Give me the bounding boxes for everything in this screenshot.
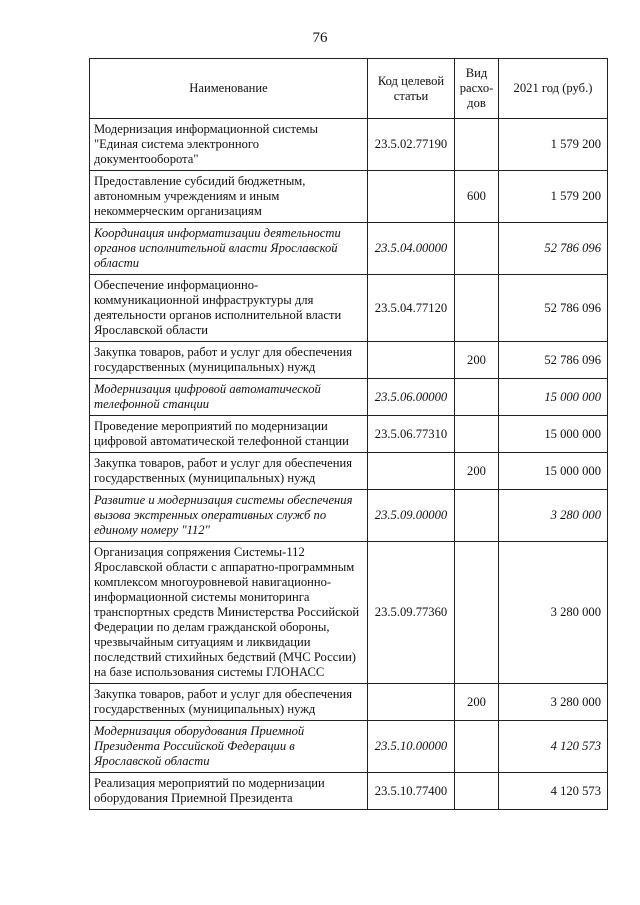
cell-amount: 52 786 096 bbox=[499, 223, 608, 275]
table-row bbox=[90, 342, 608, 379]
table-row bbox=[90, 721, 608, 773]
cell-code: 23.5.04.00000 bbox=[368, 223, 455, 275]
cell-type bbox=[455, 379, 499, 416]
table-row bbox=[90, 275, 608, 342]
cell-type bbox=[455, 119, 499, 171]
table-row bbox=[90, 119, 608, 171]
cell-type bbox=[455, 773, 499, 810]
cell-name: Закупка товаров, работ и услуг для обеспечения государственных (муниципальных) нужд bbox=[90, 342, 368, 379]
cell-type bbox=[455, 542, 499, 684]
cell-code: 23.5.10.00000 bbox=[368, 721, 455, 773]
budget-table bbox=[89, 58, 608, 810]
header-name: Наименование bbox=[90, 59, 368, 119]
cell-name: Модернизация оборудования Приемной Президента Российской Федерации в Ярославской области bbox=[90, 721, 368, 773]
table-row bbox=[90, 490, 608, 542]
cell-type bbox=[455, 721, 499, 773]
cell-type bbox=[455, 275, 499, 342]
cell-code: 23.5.10.77400 bbox=[368, 773, 455, 810]
cell-amount: 1 579 200 bbox=[499, 119, 608, 171]
page-number: 76 bbox=[312, 30, 328, 46]
cell-code: 23.5.02.77190 bbox=[368, 119, 455, 171]
cell-amount: 4 120 573 bbox=[499, 721, 608, 773]
table-row bbox=[90, 684, 608, 721]
cell-amount: 4 120 573 bbox=[499, 773, 608, 810]
cell-type: 200 bbox=[455, 684, 499, 721]
cell-type bbox=[455, 223, 499, 275]
cell-amount: 1 579 200 bbox=[499, 171, 608, 223]
table-row bbox=[90, 453, 608, 490]
cell-type: 200 bbox=[455, 453, 499, 490]
table-row bbox=[90, 773, 608, 810]
table-row bbox=[90, 416, 608, 453]
cell-name: Развитие и модернизация системы обеспечения вызова экстренных оперативных служб по единому номеру "112" bbox=[90, 490, 368, 542]
cell-code bbox=[368, 453, 455, 490]
cell-name: Реализация мероприятий по модернизации оборудования Приемной Президента bbox=[90, 773, 368, 810]
cell-code: 23.5.09.00000 bbox=[368, 490, 455, 542]
cell-name: Обеспечение информационно-коммуникационной инфраструктуры для деятельности органов исполнительной власти Ярославской области bbox=[90, 275, 368, 342]
table-header-row bbox=[90, 59, 608, 119]
cell-code: 23.5.06.77310 bbox=[368, 416, 455, 453]
header-type: Вид расхо-дов bbox=[455, 59, 499, 119]
cell-type: 200 bbox=[455, 342, 499, 379]
cell-amount: 52 786 096 bbox=[499, 342, 608, 379]
cell-amount: 15 000 000 bbox=[499, 416, 608, 453]
cell-code bbox=[368, 684, 455, 721]
cell-code: 23.5.04.77120 bbox=[368, 275, 455, 342]
cell-type bbox=[455, 490, 499, 542]
cell-amount: 15 000 000 bbox=[499, 379, 608, 416]
cell-amount: 3 280 000 bbox=[499, 542, 608, 684]
header-code: Код целевой статьи bbox=[368, 59, 455, 119]
cell-amount: 3 280 000 bbox=[499, 490, 608, 542]
table-row bbox=[90, 542, 608, 684]
cell-name: Закупка товаров, работ и услуг для обеспечения государственных (муниципальных) нужд bbox=[90, 684, 368, 721]
cell-amount: 52 786 096 bbox=[499, 275, 608, 342]
cell-type bbox=[455, 416, 499, 453]
cell-code bbox=[368, 342, 455, 379]
cell-type: 600 bbox=[455, 171, 499, 223]
cell-name: Координация информатизации деятельности органов исполнительной власти Ярославской области bbox=[90, 223, 368, 275]
cell-amount: 3 280 000 bbox=[499, 684, 608, 721]
cell-name: Модернизация информационной системы "Единая система электронного документооборота" bbox=[90, 119, 368, 171]
cell-name: Организация сопряжения Системы-112 Ярославской области с аппаратно-программным комплексом многоуровневой навигационно-информационной системы мониторинга транспортных средств Министерства Российской Федерации по делам гражданской обороны, чрезвычайным ситуациям и ликвидации последствий стихийных бедствий (МЧС России) на базе использования системы ГЛОНАСС bbox=[90, 542, 368, 684]
cell-name: Модернизация цифровой автоматической телефонной станции bbox=[90, 379, 368, 416]
table-row bbox=[90, 223, 608, 275]
cell-code bbox=[368, 171, 455, 223]
table-row bbox=[90, 379, 608, 416]
cell-name: Проведение мероприятий по модернизации цифровой автоматической телефонной станции bbox=[90, 416, 368, 453]
cell-code: 23.5.06.00000 bbox=[368, 379, 455, 416]
cell-name: Предоставление субсидий бюджетным, автономным учреждениям и иным некоммерческим организациям bbox=[90, 171, 368, 223]
cell-amount: 15 000 000 bbox=[499, 453, 608, 490]
cell-code: 23.5.09.77360 bbox=[368, 542, 455, 684]
table-row bbox=[90, 171, 608, 223]
header-amount: 2021 год (руб.) bbox=[499, 59, 608, 119]
cell-name: Закупка товаров, работ и услуг для обеспечения государственных (муниципальных) нужд bbox=[90, 453, 368, 490]
